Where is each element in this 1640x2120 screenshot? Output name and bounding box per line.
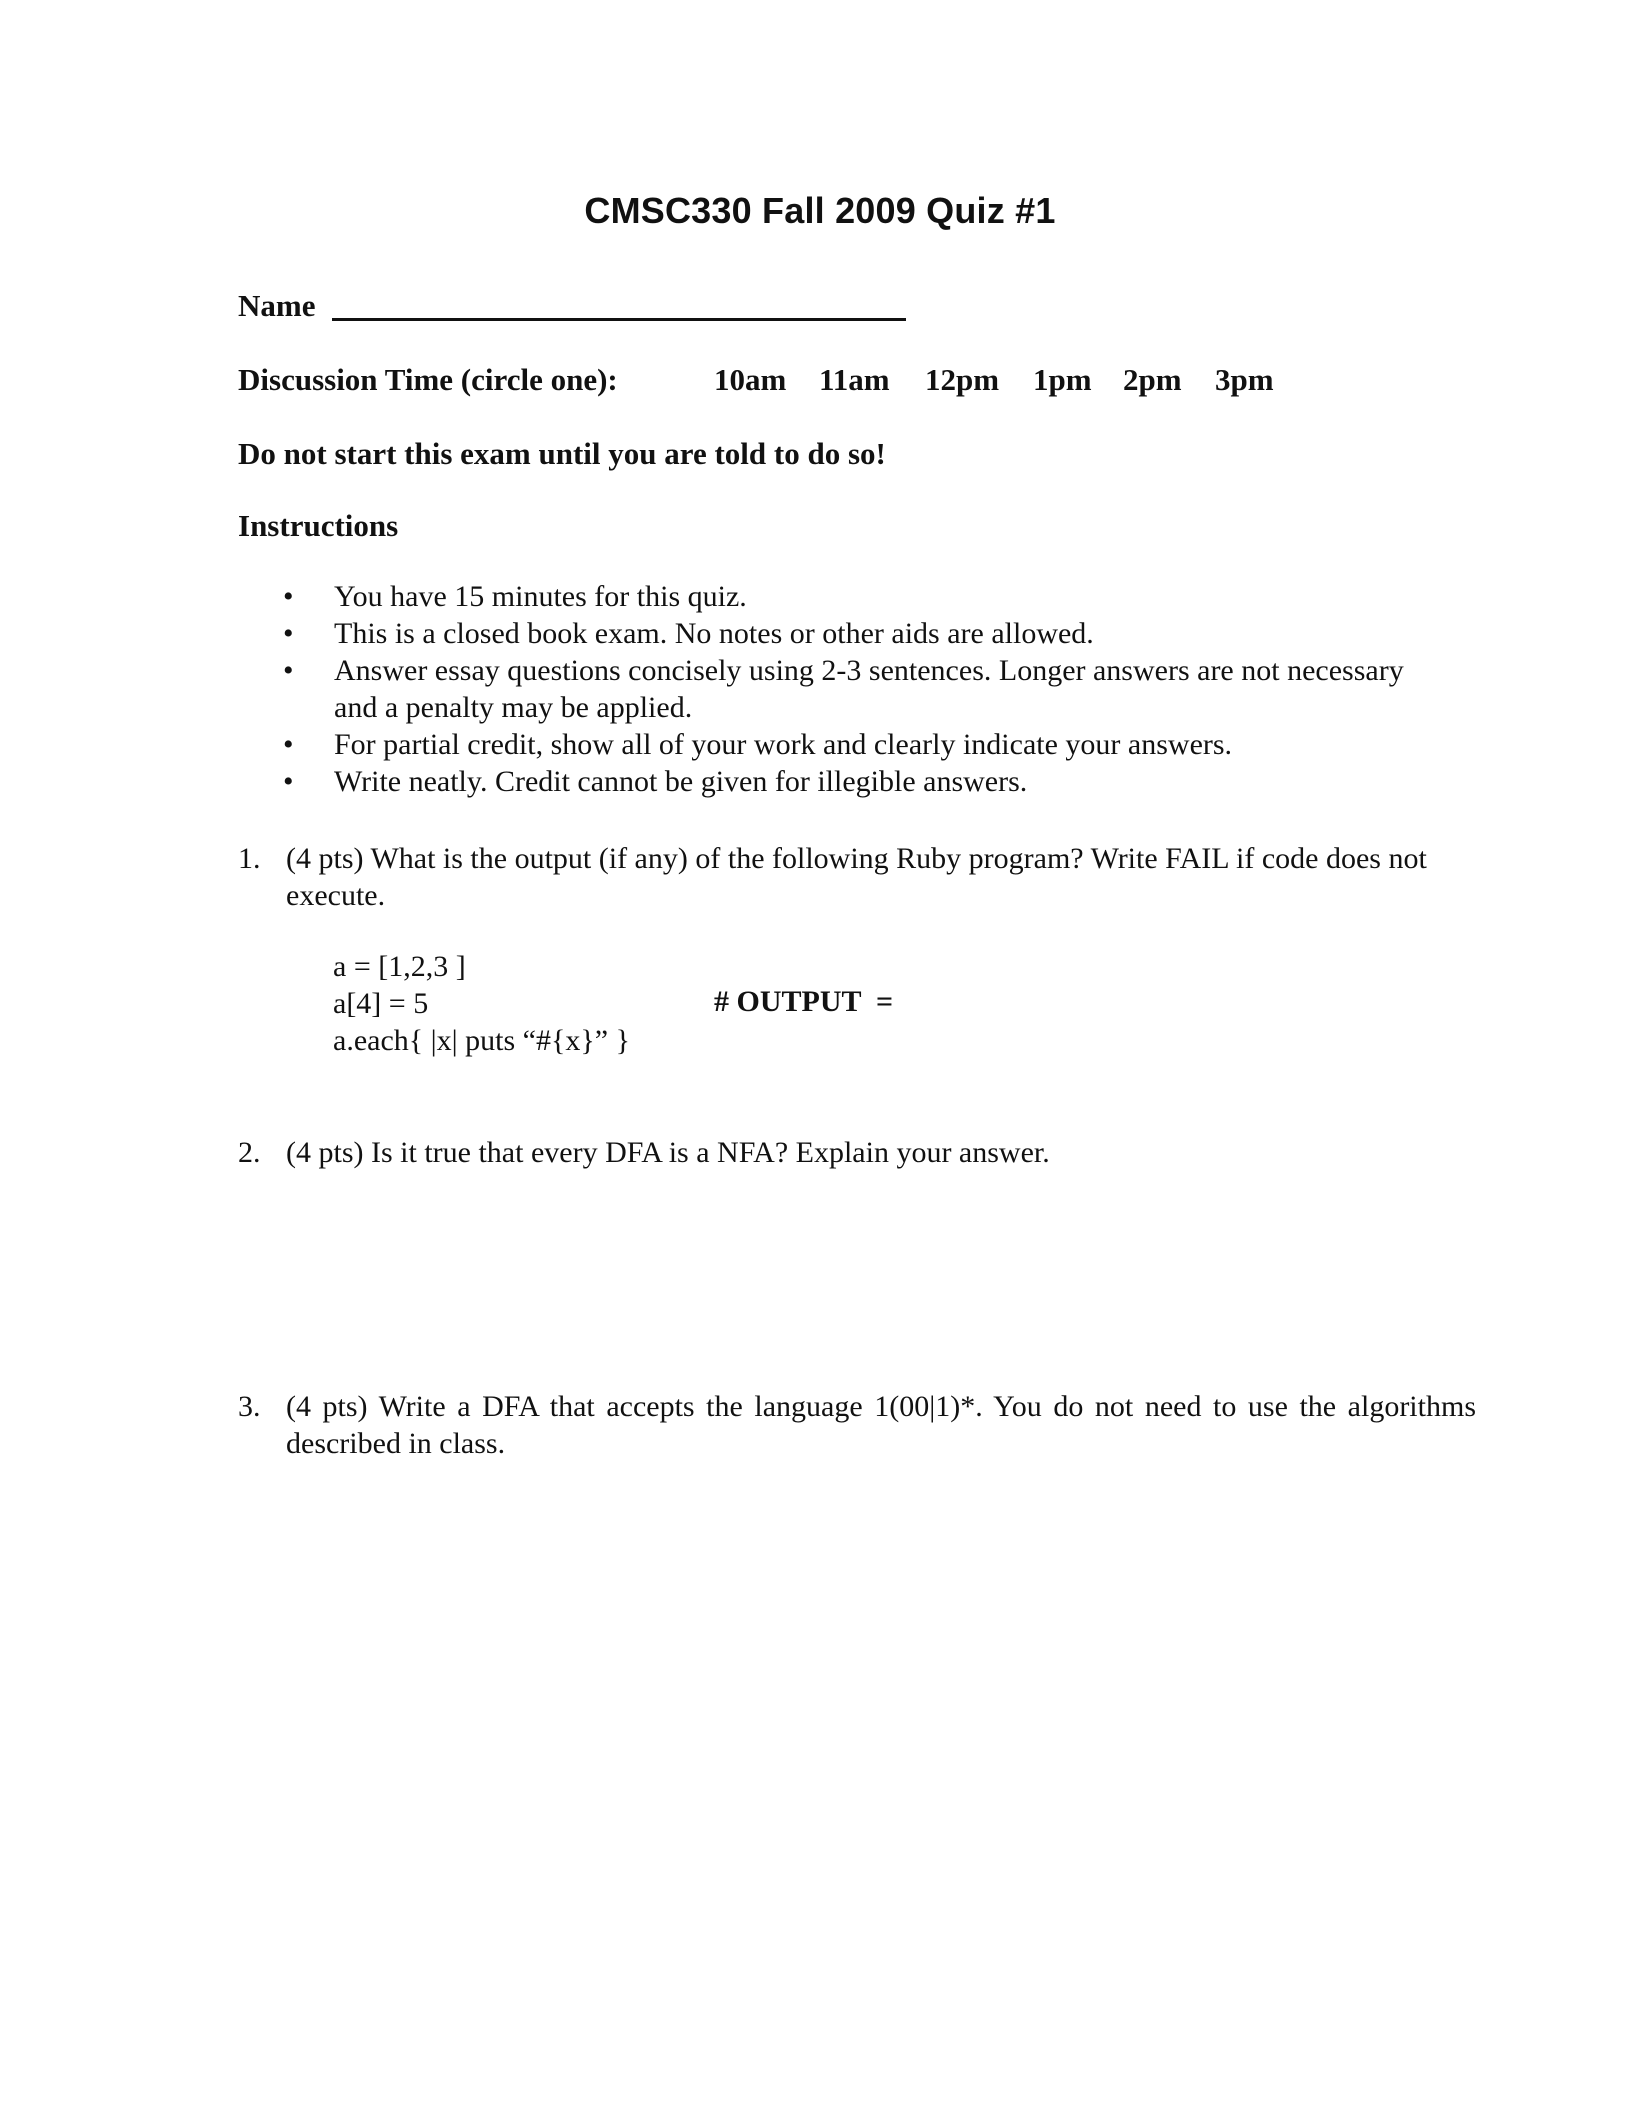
instruction-text: Write neatly. Credit cannot be given for illegible answers. <box>334 765 1028 798</box>
instructions-heading: Instructions <box>238 508 399 543</box>
instruction-text: For partial credit, show all of your work and clearly indicate your answers. <box>334 728 1233 761</box>
time-option-1pm: 1pm <box>1033 362 1092 397</box>
question-text: (4 pts) Write a DFA that accepts the language 1(00|1)*. You do not need to use the algorithms described in class. <box>286 1390 1476 1460</box>
list-item <box>238 763 1418 800</box>
code-line: a[4] = 5 <box>333 987 429 1020</box>
bullet-icon: • <box>283 617 294 650</box>
question-1 <box>238 840 1438 914</box>
time-option-11am: 11am <box>819 362 890 397</box>
time-option-10am: 10am <box>714 362 787 397</box>
discussion-label-text: Discussion Time (circle one): <box>238 362 618 397</box>
instruction-text: Answer essay questions concisely using 2-3 sentences. Longer answers are not necessary and a penalty may be applied. <box>334 654 1404 724</box>
question-2 <box>238 1134 1438 1171</box>
bullet-icon: • <box>283 765 294 798</box>
question-number: 3. <box>238 1390 261 1423</box>
question-text: (4 pts) What is the output (if any) of the following Ruby program? Write FAIL if code does not execute. <box>286 842 1427 912</box>
question-number: 1. <box>238 842 261 875</box>
instruction-text: This is a closed book exam. No notes or other aids are allowed. <box>334 617 1094 650</box>
code-line: a = [1,2,3 ] <box>333 950 466 983</box>
name-blank-line <box>332 318 906 321</box>
code-line: a.each{ |x| puts “#{x}” } <box>333 1024 631 1057</box>
list-item <box>238 615 1418 652</box>
ruby-code-block <box>333 948 630 1059</box>
bullet-icon: • <box>283 654 294 687</box>
question-3 <box>238 1388 1476 1462</box>
question-text: (4 pts) Is it true that every DFA is a NFA? Explain your answer. <box>286 1136 1050 1169</box>
instruction-text: You have 15 minutes for this quiz. <box>334 580 747 613</box>
question-number: 2. <box>238 1136 261 1169</box>
list-item <box>238 578 1418 615</box>
bullet-icon: • <box>283 580 294 613</box>
bullet-icon: • <box>283 728 294 761</box>
instructions-list <box>238 578 1418 800</box>
list-item <box>238 726 1418 763</box>
time-option-2pm: 2pm <box>1123 362 1182 397</box>
warning-text: Do not start this exam until you are told to do so! <box>238 436 886 471</box>
time-option-3pm: 3pm <box>1215 362 1274 397</box>
output-label: # OUTPUT = <box>714 985 894 1018</box>
page-title: CMSC330 Fall 2009 Quiz #1 <box>584 190 1056 231</box>
discussion-label <box>238 362 618 398</box>
name-label: Name <box>238 288 316 323</box>
list-item <box>238 652 1418 726</box>
time-option-12pm: 12pm <box>925 362 1000 397</box>
